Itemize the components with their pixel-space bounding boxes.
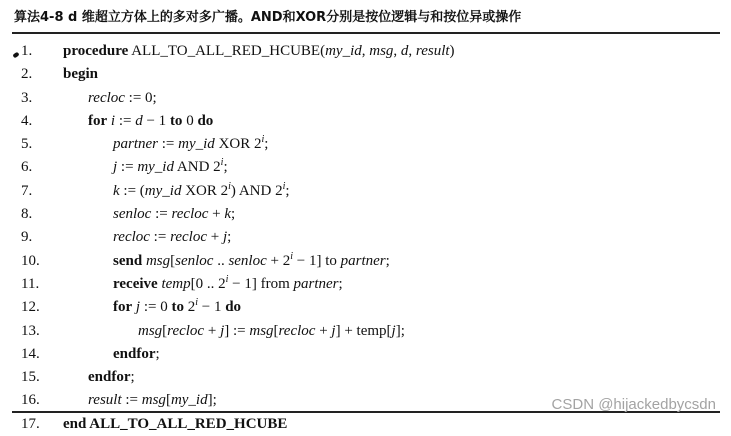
algorithm-listing	[0, 40, 731, 436]
var-j: j	[135, 299, 141, 316]
code-text: − 1	[142, 112, 170, 129]
param-d: d	[400, 43, 409, 59]
code-text: − 1	[198, 299, 226, 316]
var-recloc: recloc	[167, 322, 205, 339]
code-text: + 2	[266, 252, 291, 269]
code-line-14	[0, 343, 731, 366]
line-number: 5.	[21, 136, 33, 153]
line-number: 7.	[21, 182, 33, 199]
code-text: [	[273, 322, 279, 339]
var-i: i	[110, 112, 116, 129]
var-d: d	[135, 112, 143, 129]
var-my-id: my_id	[137, 159, 174, 176]
code-line-17	[0, 413, 731, 436]
exponent-i: i	[228, 180, 231, 192]
line-number: 1.	[21, 43, 33, 59]
var-j: j	[220, 322, 225, 339]
code-text: := 0	[140, 299, 172, 316]
code-text: − 1] to	[293, 252, 341, 269]
code-text: ;	[338, 275, 343, 292]
code-text: XOR 2	[181, 182, 229, 199]
keyword-endfor: endfor	[113, 345, 156, 362]
code-text: ;	[227, 229, 232, 246]
code-text: ;	[385, 252, 390, 269]
exponent-i: i	[261, 134, 265, 146]
code-text: ;	[155, 345, 160, 362]
code-text: 0	[182, 112, 198, 129]
var-result: result	[88, 392, 122, 409]
var-partner: partner	[340, 252, 386, 269]
code-text: AND 2	[173, 159, 221, 176]
keyword-end: end	[63, 415, 87, 432]
code-text: :=	[158, 136, 179, 153]
var-recloc: recloc	[113, 229, 150, 246]
code-text: := 0;	[124, 89, 157, 106]
code-text: :=	[117, 159, 138, 176]
param-my-id: my_id	[325, 43, 362, 59]
code-text: [	[170, 252, 176, 269]
watermark: CSDN @hijackedbycsdn	[551, 396, 716, 413]
code-text: +	[204, 322, 221, 339]
code-text: ;	[223, 159, 228, 176]
code-line-15	[0, 366, 731, 389]
var-partner: partner	[293, 275, 339, 292]
line-number: 8.	[21, 206, 33, 223]
code-text: :=	[151, 206, 172, 223]
var-j: j	[222, 229, 228, 246]
separator: ,	[408, 43, 416, 59]
code-line-6	[0, 156, 731, 179]
code-text: := (	[119, 182, 145, 199]
close-paren: )	[449, 43, 455, 59]
exponent-i: i	[220, 157, 224, 169]
procedure-name: ALL_TO_ALL_RED_HCUBE(	[128, 43, 326, 59]
line-number: 14.	[21, 345, 40, 362]
code-line-9	[0, 226, 731, 249]
code-text: [	[162, 322, 168, 339]
code-line-10	[0, 250, 731, 273]
code-text: :=	[149, 229, 171, 246]
keyword-procedure: procedure	[63, 43, 129, 59]
separator: ,	[361, 43, 370, 59]
var-j: j	[391, 322, 396, 339]
code-text: :=	[115, 112, 136, 129]
code-text: 2	[183, 299, 196, 316]
var-msg: msg	[138, 322, 163, 339]
line-number: 11.	[21, 275, 40, 292]
keyword-receive: receive	[113, 275, 158, 292]
code-line-2	[0, 63, 731, 86]
code-line-13	[0, 320, 731, 343]
code-line-8	[0, 203, 731, 226]
line-number: 12.	[21, 299, 40, 316]
line-number: 9.	[21, 229, 33, 246]
line-number: 16.	[21, 392, 40, 409]
code-line-11	[0, 273, 731, 296]
code-line-7	[0, 180, 731, 203]
exponent-i: i	[195, 297, 198, 309]
var-j: j	[113, 159, 118, 176]
var-j: j	[331, 322, 336, 339]
line-number: 17.	[21, 415, 40, 432]
param-result: result	[415, 43, 450, 59]
param-msg: msg	[369, 43, 394, 59]
keyword-for: for	[113, 299, 133, 316]
code-line-1	[0, 40, 731, 63]
var-temp: temp	[161, 275, 191, 292]
code-text: ;	[264, 136, 269, 153]
var-k: k	[224, 206, 232, 223]
var-my-id: my_id	[170, 392, 208, 409]
keyword-to: to	[169, 112, 183, 129]
code-text: ] + temp[	[335, 322, 392, 339]
line-number: 13.	[21, 322, 40, 339]
var-msg: msg	[249, 322, 274, 339]
line-number: 4.	[21, 112, 33, 129]
keyword-do: do	[197, 112, 214, 129]
exponent-i: i	[282, 180, 286, 192]
var-recloc: recloc	[170, 229, 207, 246]
code-text: ..	[213, 252, 229, 269]
line-number: 2.	[21, 66, 33, 83]
code-text: XOR 2	[214, 136, 262, 153]
keyword-send: send	[113, 252, 143, 269]
code-text: − 1] from	[228, 275, 294, 292]
exponent-i: i	[290, 250, 294, 262]
var-my-id: my_id	[178, 136, 215, 153]
var-senloc: senloc	[175, 252, 214, 269]
var-recloc: recloc	[278, 322, 316, 339]
code-text: ];	[207, 392, 217, 409]
line-number: 10.	[21, 252, 40, 269]
line-number: 15.	[21, 369, 40, 386]
exponent-i: i	[225, 273, 229, 285]
top-rule	[12, 32, 720, 34]
code-text: ) AND 2	[230, 182, 283, 199]
algorithm-caption: 算法4-8 d 维超立方体上的多对多广播。AND和XOR分别是按位逻辑与和按位异或操作	[14, 10, 522, 25]
code-text: ] :=	[224, 322, 250, 339]
line-number: 6.	[21, 159, 33, 176]
keyword-begin: begin	[63, 66, 99, 83]
code-text: ];	[395, 322, 405, 339]
code-text: ;	[285, 182, 290, 199]
code-line-3	[0, 87, 731, 110]
procedure-name: ALL_TO_ALL_RED_HCUBE	[86, 415, 288, 432]
code-text: [	[165, 392, 171, 409]
code-text: +	[315, 322, 332, 339]
code-text: ;	[231, 206, 236, 223]
code-text: +	[206, 229, 223, 246]
var-my-id: my_id	[144, 182, 182, 199]
keyword-endfor: endfor	[88, 369, 131, 386]
code-line-12	[0, 296, 731, 319]
keyword-for: for	[88, 112, 108, 129]
keyword-to: to	[171, 299, 184, 316]
separator: ,	[393, 43, 401, 59]
var-recloc: recloc	[171, 206, 209, 223]
var-recloc: recloc	[88, 89, 125, 106]
code-line-5	[0, 133, 731, 156]
var-msg: msg	[141, 392, 166, 409]
code-text: ;	[130, 369, 135, 386]
var-senloc: senloc	[228, 252, 267, 269]
code-line-4	[0, 110, 731, 133]
keyword-do: do	[225, 299, 242, 316]
var-senloc: senloc	[113, 206, 152, 223]
line-number: 3.	[21, 89, 33, 106]
code-text: :=	[121, 392, 142, 409]
code-text: +	[208, 206, 225, 223]
code-text: [0 .. 2	[190, 275, 226, 292]
var-msg: msg	[145, 252, 171, 269]
var-partner: partner	[113, 136, 158, 153]
var-k: k	[113, 182, 120, 199]
